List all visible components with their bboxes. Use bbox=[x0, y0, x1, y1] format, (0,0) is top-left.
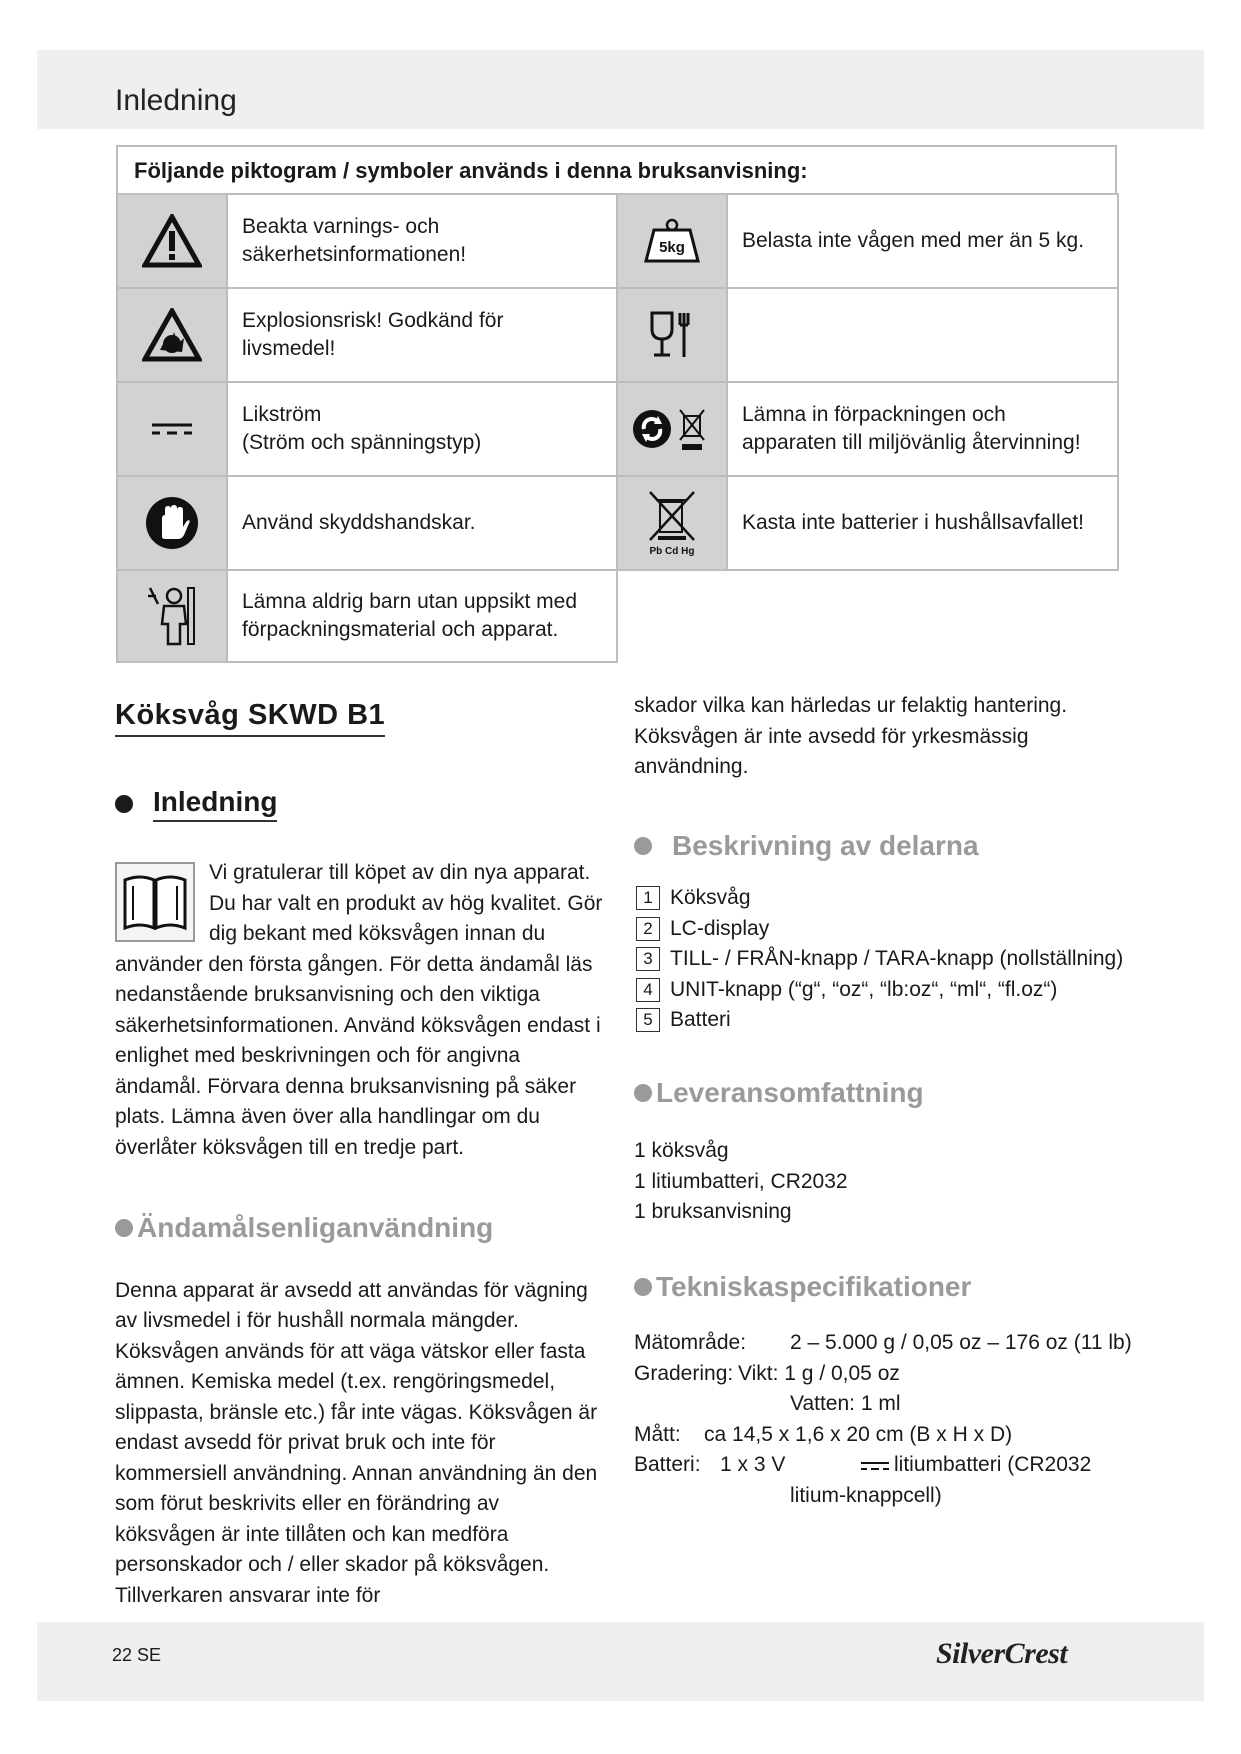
spec-row: Mätområde: 2 – 5.000 g / 0,05 oz – 176 oz (11 lb) bbox=[634, 1331, 1132, 1354]
specs-table bbox=[634, 1328, 1134, 1511]
warning-triangle-icon bbox=[118, 195, 228, 287]
list-item: 2 LC-display bbox=[634, 914, 1134, 945]
pb-cd-hg-label: Pb Cd Hg bbox=[649, 546, 695, 557]
pictogram-cell-empty bbox=[618, 569, 1119, 663]
bullet-icon bbox=[115, 795, 133, 813]
pictogram-text: Belasta inte vågen med mer än 5 kg. bbox=[742, 229, 1085, 252]
list-item: 3 TILL- / FRÅN-knapp / TARA-knapp (nollställning) bbox=[634, 944, 1134, 975]
safety-gloves-icon bbox=[118, 477, 228, 569]
pictogram-cell bbox=[118, 287, 618, 381]
left-column bbox=[115, 700, 605, 1611]
5kg-weight-icon bbox=[618, 195, 728, 287]
pictogram-cell bbox=[118, 475, 618, 569]
specs-heading: Tekniskaspecifikationer bbox=[634, 1272, 1134, 1303]
silvercrest-logo: SilverCrest bbox=[936, 1637, 1068, 1670]
parts-heading: Beskrivning av delarna bbox=[634, 831, 1134, 862]
pictogram-cell bbox=[118, 193, 618, 287]
pictogram-table bbox=[116, 145, 1117, 663]
bullet-icon bbox=[115, 1219, 133, 1237]
bullet-icon bbox=[634, 1084, 652, 1102]
pictogram-cell bbox=[618, 287, 1119, 381]
pictogram-cell bbox=[618, 193, 1119, 287]
5kg-label: 5kg bbox=[659, 239, 685, 256]
pictogram-text: Lämna in förpackningen och apparaten till miljövänlig återvinning! bbox=[742, 403, 1081, 454]
list-item: 1 bruksanvisning bbox=[634, 1200, 792, 1223]
page-header-title: Inledning bbox=[115, 84, 237, 117]
pictogram-cell bbox=[118, 381, 618, 475]
bullet-icon bbox=[634, 1278, 652, 1296]
pictogram-text: Använd skyddshandskar. bbox=[242, 511, 476, 534]
intended-use-text: Denna apparat är avsedd att användas för vägning av livsmedel i för hushåll normala mängder. Köksvågen används för att väga vätskor eller fasta ämnen. Kemiska medel (t.ex. rengöringsmedel, slippasta, bränsle etc.) får inte vägas. Köksvågen är endast avsedd för privat bruk och inte för kommersiell användning. Annan användning än den som förut beskrivits eller en förändring av köksvågen är inte tillåten och kan medföra personskador och / eller skador på köksvågen. Tillverkaren ansvarar inte för bbox=[115, 1278, 598, 1607]
pictogram-cell bbox=[118, 569, 618, 663]
pictogram-text: Explosionsrisk! Godkänd för livsmedel! bbox=[242, 309, 504, 360]
bullet-icon bbox=[634, 837, 652, 855]
intro-heading: Inledning bbox=[115, 787, 605, 823]
pictogram-text: Lämna aldrig barn utan uppsikt med förpackningsmaterial och apparat. bbox=[242, 590, 578, 641]
explosion-warning-icon bbox=[118, 289, 228, 381]
pictogram-text: Likström (Ström och spänningstyp) bbox=[242, 403, 482, 454]
delivery-heading: Leveransomfattning bbox=[634, 1078, 1134, 1109]
recycling-icon bbox=[618, 383, 728, 475]
intro-text: Vi gratulerar till köpet av din nya apparat. Du har valt en produkt av hög kvalitet. Gör dig bekant med köksvågen innan du använder den första gången. För detta ändamål läs nedanstående bruksanvisning och den viktiga säkerhetsinformationen. Använd köksvågen endast i enlighet med beskrivningen och för angivna ändamål. Förvara denna bruksanvisning på säker plats. Lämna även över alla handlingar om du överlåter köksvågen till en tredje part. bbox=[115, 861, 603, 1159]
parts-list bbox=[634, 883, 1134, 1036]
pictogram-cell bbox=[618, 381, 1119, 475]
intended-use-continuation: skador vilka kan härledas ur felaktig hantering. Köksvågen är inte avsedd för yrkesmässig användning. bbox=[634, 694, 1068, 778]
child-warning-icon bbox=[118, 571, 228, 661]
spec-row: Vatten: 1 ml bbox=[790, 1392, 901, 1415]
spec-row: litium-knappcell) bbox=[790, 1483, 942, 1507]
food-safe-glass-fork-icon bbox=[618, 289, 728, 381]
page-number: 22 SE bbox=[112, 1645, 162, 1665]
product-title: Köksvåg SKWD B1 bbox=[115, 700, 385, 737]
spec-row: Batteri: 1 x 3 V litiumbatteri (CR2032 bbox=[634, 1453, 1092, 1476]
spec-row: Mått: ca 14,5 x 1,6 x 20 cm (B x H x D) bbox=[634, 1422, 1013, 1446]
pictogram-text: Kasta inte batterier i hushållsavfallet! bbox=[742, 511, 1085, 534]
pictogram-text: Beakta varnings- och säkerhetsinformationen! bbox=[242, 215, 467, 266]
crossed-bin-battery-icon bbox=[618, 477, 728, 569]
direct-current-icon bbox=[860, 1460, 890, 1474]
delivery-list bbox=[634, 1136, 1134, 1228]
list-item: 1 litiumbatteri, CR2032 bbox=[634, 1169, 848, 1193]
pictogram-text bbox=[728, 289, 756, 381]
spec-row: Gradering: Vikt: 1 g / 0,05 oz bbox=[634, 1361, 900, 1385]
direct-current-icon bbox=[118, 383, 228, 475]
intended-use-heading: Ändamålsenliganvändning bbox=[115, 1213, 605, 1244]
pictogram-table-heading: Följande piktogram / symboler används i denna bruksanvisning: bbox=[116, 145, 1117, 193]
list-item: 5 Batteri bbox=[634, 1005, 1134, 1036]
open-book-icon bbox=[115, 862, 195, 942]
pictogram-cell bbox=[618, 475, 1119, 569]
list-item: 1 Köksvåg bbox=[634, 883, 1134, 914]
intro-section bbox=[115, 858, 605, 1163]
list-item: 4 UNIT-knapp (“g“, “oz“, “lb:oz“, “ml“, “fl.oz“) bbox=[634, 975, 1134, 1006]
list-item: 1 köksvåg bbox=[634, 1139, 729, 1162]
right-column bbox=[634, 694, 1134, 1511]
